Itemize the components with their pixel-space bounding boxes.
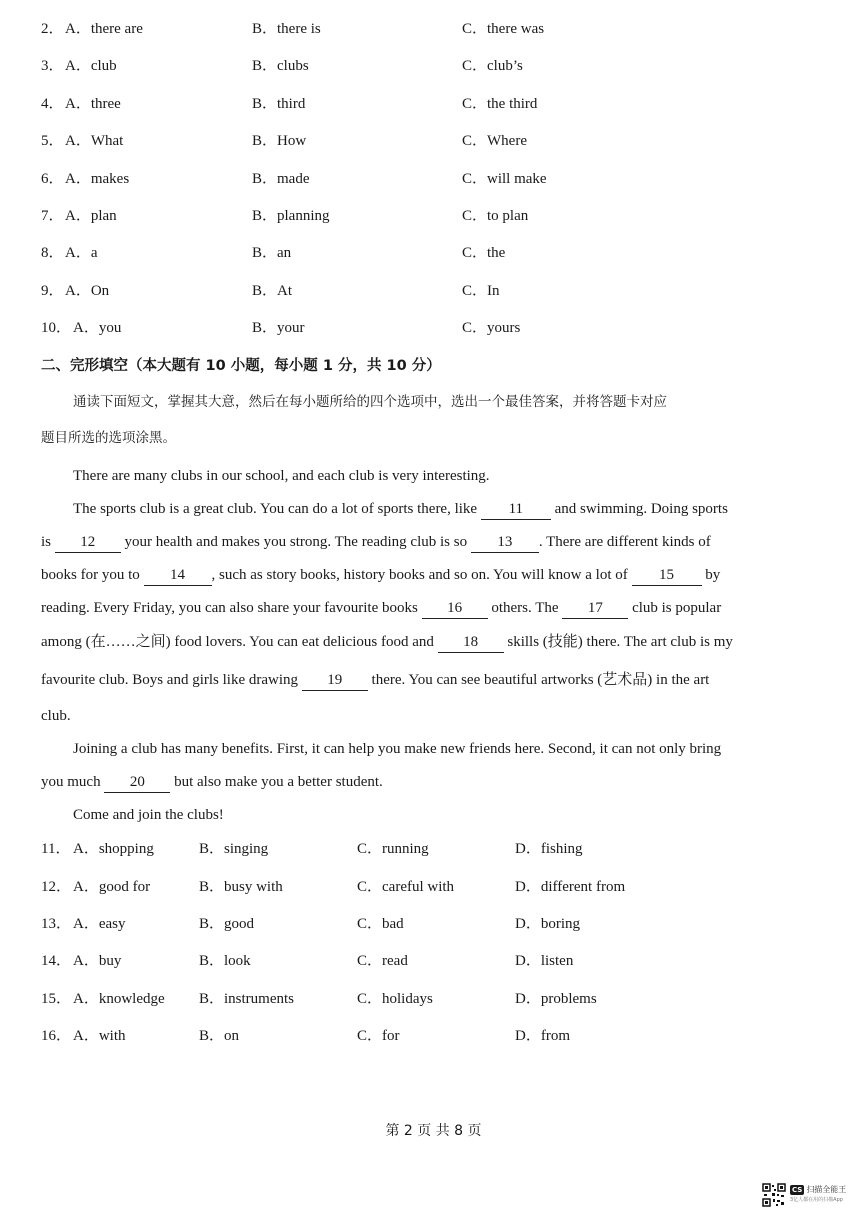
passage-text: is — [41, 534, 52, 550]
passage-text: and swimming. Doing sports — [554, 501, 728, 517]
option-c: C．Where — [462, 133, 527, 149]
blank-14: 14 — [144, 566, 212, 586]
option-b: B．How — [252, 133, 307, 149]
option-c: C．the — [462, 245, 506, 261]
option-a: A．buy — [73, 953, 122, 969]
passage-line — [41, 669, 789, 691]
passage-text: , such as story books, history books and so on. You will know a lot of — [211, 567, 628, 583]
instruction-line-2: 题目所选的选项涂黑。 — [41, 430, 176, 446]
option-b: B．clubs — [252, 58, 309, 74]
question-row — [41, 130, 841, 152]
passage-text: among (在……之间) food lovers. You can eat delicious food and — [41, 634, 434, 650]
option-a: A．What — [65, 133, 124, 149]
passage-line — [41, 631, 789, 653]
cs-logo-icon: CS — [792, 1186, 803, 1194]
blank-16: 16 — [422, 599, 488, 619]
option-c: C．for — [357, 1028, 400, 1044]
blank-11: 11 — [481, 500, 551, 520]
question-number: 8． — [41, 245, 64, 261]
qr-code-icon — [762, 1183, 786, 1207]
question-row — [41, 55, 841, 77]
option-b: B．there is — [252, 21, 321, 37]
question-row — [41, 93, 841, 115]
passage-text: by — [705, 567, 721, 583]
passage-paragraph-2: Joining a club has many benefits. First, it can help you make new friends here. Second, it can not only bring — [73, 741, 722, 757]
question-row — [41, 838, 841, 860]
passage-text: there. You can see beautiful artworks (艺术品) in the art — [371, 672, 710, 688]
option-d: D．from — [515, 1028, 570, 1044]
passage-closing: Come and join the clubs! — [73, 807, 224, 823]
option-d: D．listen — [515, 953, 574, 969]
option-c: C．yours — [462, 320, 521, 336]
passage-text: you much — [41, 774, 101, 790]
passage-text: club is popular — [632, 600, 722, 616]
option-a: A．good for — [73, 879, 151, 895]
question-number: 9． — [41, 283, 64, 299]
passage-text: reading. Every Friday, you can also share your favourite books — [41, 600, 418, 616]
passage-text: but also make you a better student. — [174, 774, 383, 790]
passage-line — [73, 498, 821, 520]
passage-line — [41, 531, 789, 553]
passage-line — [41, 564, 789, 586]
passage-text: your health and makes you strong. The reading club is so — [124, 534, 468, 550]
option-a: A．club — [65, 58, 117, 74]
option-b: B．good — [199, 916, 255, 932]
question-number: 16． — [41, 1028, 72, 1044]
blank-20: 20 — [104, 773, 170, 793]
question-row — [41, 950, 841, 972]
instruction-line-1: 通读下面短文，掌握其大意，然后在每小题所给的四个选项中，选出一个最佳答案，并将答题卡对应 — [73, 394, 667, 410]
question-row — [41, 988, 841, 1010]
option-b: B．planning — [252, 208, 330, 224]
question-number: 7． — [41, 208, 64, 224]
option-c: C．In — [462, 283, 500, 299]
passage-paragraph-1: There are many clubs in our school, and each club is very interesting. — [73, 468, 490, 484]
option-c: C．club’s — [462, 58, 523, 74]
blank-17: 17 — [562, 599, 628, 619]
question-row — [41, 1025, 841, 1047]
passage-text: . There are different kinds of — [538, 534, 711, 550]
option-a: A．three — [65, 96, 121, 112]
option-c: C．read — [357, 953, 408, 969]
option-a: A．knowledge — [73, 991, 165, 1007]
page-number: 第 2 页 共 8 页 — [385, 1123, 482, 1139]
question-number: 5． — [41, 133, 64, 149]
option-b: B．At — [252, 283, 293, 299]
option-b: B．your — [252, 320, 305, 336]
option-d: D．boring — [515, 916, 580, 932]
option-b: B．third — [252, 96, 306, 112]
option-c: C．bad — [357, 916, 404, 932]
option-c: C．will make — [462, 171, 547, 187]
question-row — [41, 18, 841, 40]
question-row — [41, 205, 841, 227]
question-row — [41, 242, 841, 264]
blank-18: 18 — [438, 633, 504, 653]
question-number: 4． — [41, 96, 64, 112]
option-a: A．plan — [65, 208, 117, 224]
question-number: 2． — [41, 21, 64, 37]
question-number: 6． — [41, 171, 64, 187]
option-a: A．easy — [73, 916, 126, 932]
scanner-watermark — [790, 1184, 846, 1203]
option-a: A．On — [65, 283, 110, 299]
option-b: B．instruments — [199, 991, 295, 1007]
option-a: A．makes — [65, 171, 130, 187]
question-row — [41, 280, 841, 302]
question-number: 12． — [41, 879, 72, 895]
option-a: A．a — [65, 245, 98, 261]
option-c: C．the third — [462, 96, 538, 112]
section-title: 二、完形填空（本大题有 10 小题，每小题 1 分，共 10 分） — [41, 358, 441, 374]
option-b: B．singing — [199, 841, 269, 857]
option-d: D．fishing — [515, 841, 583, 857]
question-number: 10． — [41, 320, 72, 336]
question-number: 13． — [41, 916, 72, 932]
question-row — [41, 168, 841, 190]
option-c: C．careful with — [357, 879, 455, 895]
question-row — [41, 876, 841, 898]
option-c: C．running — [357, 841, 429, 857]
passage-text: favourite club. Boys and girls like drawing — [41, 672, 299, 688]
option-a: A．shopping — [73, 841, 154, 857]
option-b: B．on — [199, 1028, 240, 1044]
option-d: D．different from — [515, 879, 626, 895]
option-c: C．to plan — [462, 208, 529, 224]
blank-13: 13 — [471, 533, 539, 553]
option-a: A．with — [73, 1028, 126, 1044]
option-b: B．busy with — [199, 879, 283, 895]
passage-line: club. — [41, 708, 71, 724]
question-number: 3． — [41, 58, 64, 74]
passage-text: The sports club is a great club. You can do a lot of sports there, like — [73, 501, 478, 517]
passage-text: books for you to — [41, 567, 140, 583]
question-number: 15． — [41, 991, 72, 1007]
option-b: B．an — [252, 245, 292, 261]
option-d: D．problems — [515, 991, 597, 1007]
option-c: C．there was — [462, 21, 545, 37]
option-c: C．holidays — [357, 991, 433, 1007]
watermark-subtitle: 3亿人都在用的扫描App — [790, 1197, 843, 1203]
option-b: B．made — [252, 171, 310, 187]
blank-12: 12 — [55, 533, 121, 553]
passage-line — [41, 597, 789, 619]
question-row — [41, 317, 841, 339]
option-a: A．you — [73, 320, 122, 336]
question-row — [41, 913, 841, 935]
option-b: B．look — [199, 953, 251, 969]
option-a: A．there are — [65, 21, 143, 37]
blank-19: 19 — [302, 671, 368, 691]
question-number: 11． — [41, 841, 71, 857]
blank-15: 15 — [632, 566, 702, 586]
question-number: 14． — [41, 953, 72, 969]
passage-text: others. The — [491, 600, 559, 616]
passage-line — [41, 771, 789, 793]
passage-text: skills (技能) there. The art club is my — [507, 634, 733, 650]
watermark-label: 扫描全能王 — [806, 1185, 847, 1194]
